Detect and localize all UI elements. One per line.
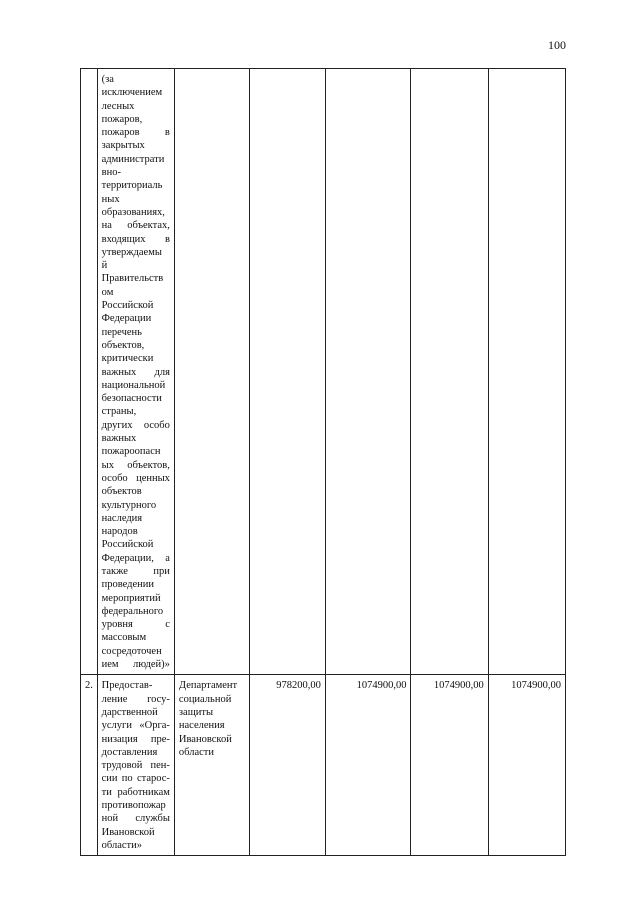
budget-table <box>80 68 566 856</box>
executor-line: социальной <box>178 693 232 705</box>
description-line: территориаль <box>101 180 163 192</box>
executor-line: Департамент <box>178 680 238 692</box>
table-row <box>81 69 566 675</box>
description-line: утверждаемы <box>101 246 162 258</box>
description-line: безопасности <box>101 393 162 405</box>
description-line: важных для <box>101 366 170 378</box>
description-line: ом <box>101 286 114 298</box>
description-line: пожароопасн <box>101 446 161 458</box>
description-line: федерального <box>101 605 164 617</box>
amount-cell <box>488 69 565 675</box>
service-description-cell <box>97 69 174 675</box>
amount-cell: 1074900,00 <box>488 675 565 856</box>
description-line: критически <box>101 353 154 365</box>
description-line: низация пре- <box>101 733 170 745</box>
description-line: й <box>101 260 108 272</box>
description-line: дарственной <box>101 706 158 718</box>
description-line: уровня с <box>101 619 170 631</box>
description-line: лесных <box>101 100 135 112</box>
amount-cell: 1074900,00 <box>325 675 411 856</box>
description-line: Правительств <box>101 273 164 285</box>
description-line: ых объектов, <box>101 459 170 471</box>
description-line: также при <box>101 565 170 577</box>
description-line: других особо <box>101 419 170 431</box>
description-line: объектов, <box>101 339 145 351</box>
description-line: услуги «Орга- <box>101 720 170 732</box>
description-line: важных <box>101 433 137 445</box>
amount-cell: 1074900,00 <box>411 675 488 856</box>
description-line: ной службы <box>101 813 170 825</box>
description-line: ием людей)» <box>101 659 170 671</box>
description-line: сосредоточен <box>101 645 162 657</box>
description-line: Российской <box>101 539 154 551</box>
description-line: ление госу- <box>101 693 170 705</box>
description-line: ных <box>101 193 120 205</box>
amount-cell <box>249 69 325 675</box>
description-line: мероприятий <box>101 592 161 604</box>
description-line: массовым <box>101 632 147 644</box>
description-line: противопожар <box>101 800 166 812</box>
amount-cell <box>325 69 411 675</box>
description-line: объектов <box>101 486 142 498</box>
description-line: особо ценных <box>101 472 170 484</box>
description-line: Федерации, а <box>101 552 170 564</box>
description-line: народов <box>101 526 138 538</box>
description-line: исключением <box>101 87 163 99</box>
amount-cell <box>411 69 488 675</box>
service-description-cell <box>97 675 174 856</box>
description-line: национальной <box>101 379 166 391</box>
description-line: области» <box>101 839 142 851</box>
description-line: администрати <box>101 153 165 165</box>
description-line: проведении <box>101 579 155 591</box>
description-line: Предостав- <box>101 680 153 692</box>
amount-cell: 978200,00 <box>249 675 325 856</box>
executor-line: населения <box>178 720 225 732</box>
description-line: перечень <box>101 326 142 338</box>
executor-cell <box>174 69 249 675</box>
table-row <box>81 675 566 856</box>
executor-line: защиты <box>178 706 214 718</box>
description-line: ти работникам <box>101 786 170 798</box>
executor-line: области <box>178 746 215 758</box>
description-line: входящих в <box>101 233 170 245</box>
description-line: пожаров, <box>101 113 143 125</box>
description-line: культурного <box>101 499 157 511</box>
description-line: пожаров в <box>101 127 170 139</box>
description-line: страны, <box>101 406 137 418</box>
description-line: трудовой пен- <box>101 760 170 772</box>
description-line: на объектах, <box>101 220 170 232</box>
description-line: доставления <box>101 746 158 758</box>
page-number: 100 <box>548 38 566 52</box>
description-line: вно- <box>101 167 121 179</box>
description-line: (за <box>101 74 114 85</box>
description-line: сии по старос- <box>101 773 170 785</box>
description-line: закрытых <box>101 140 145 152</box>
description-line: образованиях, <box>101 206 165 218</box>
row-index-cell: 2. <box>81 675 98 856</box>
description-line: Федерации <box>101 313 152 325</box>
row-index-cell <box>81 69 98 675</box>
description-line: Российской <box>101 300 154 312</box>
executor-line: Ивановской <box>178 733 232 745</box>
executor-cell <box>174 675 249 856</box>
description-line: Ивановской <box>101 826 155 838</box>
description-line: наследия <box>101 512 143 524</box>
